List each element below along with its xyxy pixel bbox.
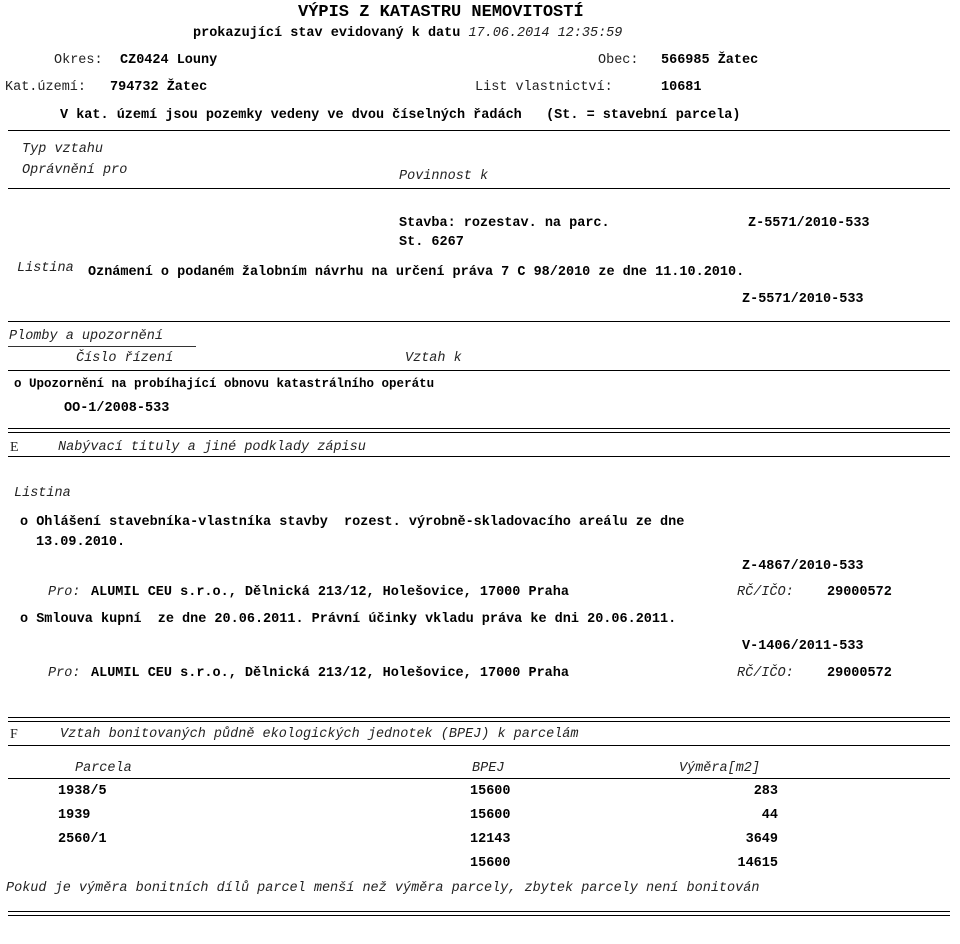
e-item2-ico-label: RČ/IČO:: [737, 666, 794, 681]
section-f-title: Vztah bonitovaných půdně ekologických jednotek (BPEJ) k parcelám: [60, 727, 579, 742]
plomby-item-ref: OO-1/2008-533: [64, 401, 170, 416]
divider: [8, 745, 950, 746]
obec-label: Obec:: [598, 53, 639, 68]
divider: [8, 321, 950, 322]
e-item2-pro-label: Pro:: [48, 666, 81, 681]
divider: [8, 130, 950, 131]
cell-vymera: 3649: [745, 832, 778, 847]
plomby-title: Plomby a upozornění: [9, 329, 163, 344]
e-item2-ico-value: 29000572: [827, 666, 892, 681]
list-label: List vlastnictví:: [475, 80, 613, 95]
section-e-letter: E: [10, 440, 19, 455]
header-note: V kat. území jsou pozemky vedeny ve dvou číselných řadách (St. = stavební parcela): [60, 108, 741, 123]
col-opravneni-pro: Oprávnění pro: [22, 163, 128, 178]
e-item1-ico-label: RČ/IČO:: [737, 585, 794, 600]
listina-text: Oznámení o podaném žalobním návrhu na určení práva 7 C 98/2010 ze dne 11.10.2010.: [88, 265, 745, 280]
divider: [8, 911, 950, 912]
e-item1-pro-label: Pro:: [48, 585, 81, 600]
divider: [8, 188, 950, 189]
section-f-letter: F: [10, 727, 18, 742]
section-e-title: Nabývací tituly a jiné podklady zápisu: [58, 440, 366, 455]
cell-parcela: 1938/5: [58, 784, 107, 799]
divider: [8, 721, 950, 722]
obec-value: 566985 Žatec: [661, 53, 759, 68]
e-item2-ref: V-1406/2011-533: [742, 639, 864, 654]
footnote: Pokud je výměra bonitních dílů parcel menší než výměra parcely, zbytek parcely není bonitován: [6, 881, 760, 896]
section-e-listina-label: Listina: [14, 486, 71, 501]
cell-vymera: 14615: [737, 856, 778, 871]
cell-bpej: 12143: [470, 832, 511, 847]
e-item2-line1: o Smlouva kupní ze dne 20.06.2011. Právní účinky vkladu práva ke dni 20.06.2011.: [20, 612, 677, 627]
cell-bpej: 15600: [470, 856, 511, 871]
stavba-line1: Stavba: rozestav. na parc.: [399, 216, 610, 231]
col-povinnost-k: Povinnost k: [399, 169, 489, 184]
plomby-col-vztah: Vztah k: [405, 351, 462, 366]
cell-parcela: 1939: [58, 808, 91, 823]
e-item1-ico-value: 29000572: [827, 585, 892, 600]
cell-vymera: 44: [761, 808, 778, 823]
e-item1-line1: o Ohlášení stavebníka-vlastníka stavby rozest. výrobně-skladovacího areálu ze dne: [20, 515, 685, 530]
cell-vymera: 283: [753, 784, 778, 799]
divider: [8, 428, 950, 429]
subtitle: [193, 27, 622, 41]
plomby-item: o Upozornění na probíhající obnovu katastrálního operátu: [14, 377, 435, 391]
okres-value: CZ0424 Louny: [120, 53, 218, 68]
subtitle-date: 17.06.2014 12:35:59: [468, 26, 623, 41]
okres-label: Okres:: [54, 53, 103, 68]
e-item1-ref: Z-4867/2010-533: [742, 559, 864, 574]
divider: [8, 456, 950, 457]
divider: [8, 432, 950, 433]
stavba-ref: Z-5571/2010-533: [748, 216, 870, 231]
divider: [8, 717, 950, 718]
col-parcela: Parcela: [75, 761, 132, 776]
col-typ-vztahu: Typ vztahu: [22, 142, 104, 157]
divider: [8, 778, 950, 779]
subtitle-prefix: prokazující stav evidovaný k datu: [193, 26, 461, 41]
e-item2-pro-value: ALUMIL CEU s.r.o., Dělnická 213/12, Holešovice, 17000 Praha: [91, 666, 569, 681]
col-bpej: BPEJ: [472, 761, 505, 776]
underline: [8, 346, 196, 347]
cell-bpej: 15600: [470, 808, 511, 823]
listina-ref: Z-5571/2010-533: [742, 292, 864, 307]
e-item1-line2: 13.09.2010.: [36, 535, 126, 550]
list-value: 10681: [661, 80, 702, 95]
stavba-line2: St. 6267: [399, 235, 464, 250]
col-vymera: Výměra[m2]: [679, 761, 761, 776]
cell-parcela: 2560/1: [58, 832, 107, 847]
cell-bpej: 15600: [470, 784, 511, 799]
divider: [8, 370, 950, 371]
plomby-col-cislo: Číslo řízení: [76, 351, 174, 366]
katuzemi-value: 794732 Žatec: [110, 80, 208, 95]
divider: [8, 915, 950, 916]
listina-label: Listina: [17, 261, 74, 276]
katuzemi-label: Kat.území:: [5, 80, 87, 95]
page-title: VÝPIS Z KATASTRU NEMOVITOSTÍ: [298, 3, 584, 22]
e-item1-pro-value: ALUMIL CEU s.r.o., Dělnická 213/12, Holešovice, 17000 Praha: [91, 585, 569, 600]
